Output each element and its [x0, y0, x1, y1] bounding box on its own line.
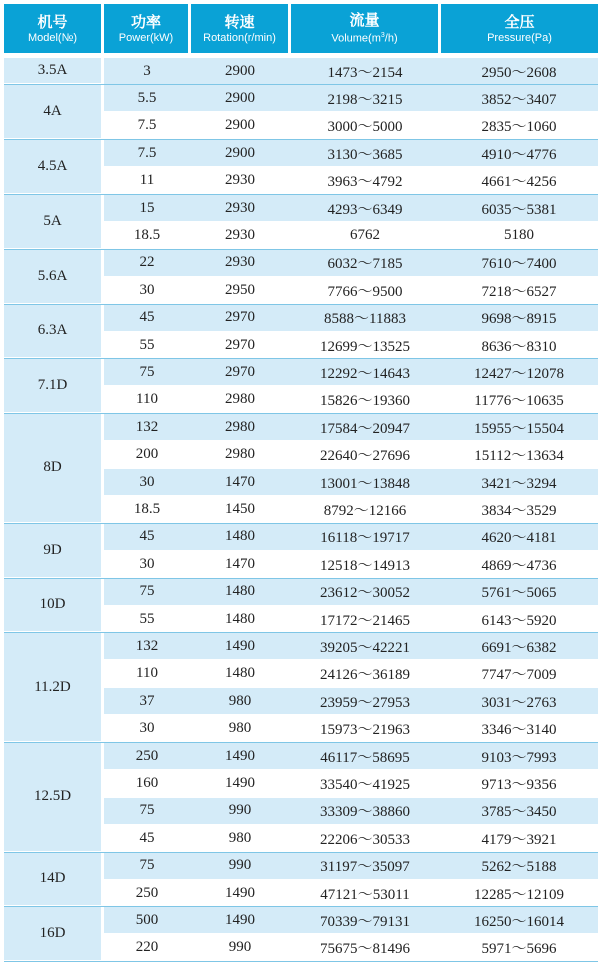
- table-row: [104, 606, 598, 632]
- power-cell: 75: [139, 583, 155, 600]
- rotation-cell: 2900: [225, 89, 255, 106]
- rotation-cell: 2930: [225, 199, 255, 216]
- pressure-cell: 16250～16014: [473, 913, 564, 930]
- table-row: [104, 168, 598, 194]
- model-cell: 9D: [4, 524, 101, 577]
- power-cell: 5.5: [137, 89, 157, 106]
- pressure-cell: 6691～6382: [481, 639, 557, 656]
- power-cell: 22: [139, 254, 155, 271]
- header-volume-en: $Volume(m^3/h)$: [331, 32, 398, 45]
- table-row: [104, 579, 598, 605]
- volume-cell: 1473～2154: [327, 64, 403, 81]
- pressure-cell: 7747～7009: [481, 667, 557, 684]
- rotation-cell: 2980: [225, 418, 255, 435]
- table-row: [104, 770, 598, 796]
- pressure-cell: 5971～5696: [481, 941, 557, 958]
- pressure-cell: 9713～9356: [481, 776, 557, 793]
- pressure-cell: 3785～3450: [481, 804, 557, 821]
- power-cell: 160: [135, 774, 159, 791]
- volume-cell: 8792～12166: [323, 502, 407, 519]
- power-cell: 132: [135, 637, 159, 654]
- model-cell: 5.6A: [4, 250, 101, 303]
- header-rotation-en: Rotation(r/min): [203, 31, 276, 44]
- table-row: [104, 661, 598, 687]
- table-row: [104, 633, 598, 659]
- power-cell: 75: [139, 802, 155, 819]
- header-rotation: [191, 4, 288, 53]
- pressure-cell: 3852～3407: [481, 91, 557, 108]
- pressure-cell: 15112～13634: [474, 448, 564, 465]
- pressure-cell: 3031～2763: [481, 694, 557, 711]
- header-power-en: Power(kW): [118, 31, 174, 44]
- model-cell: 3.5A: [4, 58, 101, 83]
- model-cell: 8D: [4, 414, 101, 522]
- table-row: [104, 58, 598, 84]
- power-cell: 250: [135, 884, 159, 901]
- table-row: [104, 853, 598, 879]
- table-row: [104, 277, 598, 303]
- table-row: [104, 496, 598, 522]
- rotation-cell: 2900: [225, 117, 255, 134]
- model-cell: 12.5D: [4, 743, 101, 851]
- rotation-cell: 1480: [225, 610, 255, 627]
- table-row: [104, 250, 598, 276]
- model-cell: 14D: [4, 853, 101, 906]
- rotation-cell: 2970: [225, 363, 255, 380]
- header-volume-zh: 流量: [349, 11, 380, 30]
- volume-cell: 46117～58695: [320, 749, 410, 766]
- header-rotation-zh: 转速: [224, 12, 255, 31]
- power-cell: 110: [136, 665, 158, 682]
- group-divider: [4, 961, 598, 962]
- rotation-cell: 990: [228, 939, 252, 956]
- table-row: [104, 305, 598, 331]
- volume-cell: 12518～14913: [319, 557, 410, 574]
- rotation-cell: 2950: [225, 281, 255, 298]
- pressure-cell: 4910～4776: [481, 146, 557, 163]
- volume-cell: 22206～30533: [319, 831, 410, 848]
- rotation-cell: 2980: [225, 446, 255, 463]
- pressure-cell: 7610～7400: [481, 256, 557, 273]
- volume-cell: 17584～20947: [319, 420, 410, 437]
- table-row: [104, 825, 598, 851]
- pressure-cell: 3421～3294: [481, 475, 557, 492]
- rotation-cell: 1470: [225, 473, 255, 490]
- rotation-cell: 1480: [225, 528, 255, 545]
- pressure-cell: 11776～10635: [474, 393, 564, 410]
- pressure-cell: 5180: [504, 226, 534, 243]
- rotation-cell: 1480: [225, 665, 255, 682]
- pressure-cell: 4661～4256: [481, 174, 557, 191]
- power-cell: 132: [135, 418, 159, 435]
- volume-cell: 33309～38860: [319, 804, 410, 821]
- pressure-cell: 6035～5381: [481, 201, 557, 218]
- volume-cell: 8588～11883: [324, 311, 406, 328]
- table-row: [104, 222, 598, 248]
- volume-cell: 75675～81496: [319, 941, 410, 958]
- header-power-zh: 功率: [130, 12, 161, 31]
- pressure-cell: 9103～7993: [481, 749, 557, 766]
- power-cell: 250: [135, 747, 159, 764]
- table-row: [104, 880, 598, 906]
- volume-cell: 2198～3215: [327, 91, 403, 108]
- power-cell: 30: [139, 720, 155, 737]
- pressure-cell: 2835～1060: [481, 119, 557, 136]
- table-row: [104, 442, 598, 468]
- volume-cell: 70339～79131: [319, 913, 410, 930]
- volume-cell: 4293～6349: [327, 201, 403, 218]
- rotation-cell: 2970: [225, 309, 255, 326]
- rotation-cell: 2930: [225, 172, 255, 189]
- table-row: [104, 414, 598, 440]
- pressure-cell: 2950～2608: [481, 64, 557, 81]
- volume-cell: 47121～53011: [320, 886, 410, 903]
- volume-cell: 16118～19717: [320, 530, 410, 547]
- power-cell: 75: [139, 363, 155, 380]
- volume-cell: 23612～30052: [319, 585, 410, 602]
- volume-cell: 23959～27953: [319, 694, 410, 711]
- rotation-cell: 1480: [225, 583, 255, 600]
- volume-cell: 15973～21963: [319, 722, 410, 739]
- power-cell: 55: [139, 610, 155, 627]
- power-cell: 3: [143, 62, 151, 79]
- volume-cell: 15826～19360: [319, 393, 410, 410]
- volume-cell: 6762: [350, 226, 380, 243]
- rotation-cell: 1490: [225, 911, 255, 928]
- model-cell: 7.1D: [4, 359, 101, 412]
- power-cell: 7.5: [137, 144, 157, 161]
- header-volume: [291, 4, 438, 53]
- volume-cell: 22640～27696: [319, 448, 410, 465]
- header-pressure: [441, 4, 598, 53]
- pressure-cell: 4620～4181: [481, 530, 557, 547]
- model-cell: 10D: [4, 579, 101, 632]
- rotation-cell: 1490: [225, 637, 255, 654]
- rotation-cell: 2900: [225, 62, 255, 79]
- pressure-cell: 6143～5920: [481, 612, 557, 629]
- table-row: [104, 907, 598, 933]
- table-row: [104, 551, 598, 577]
- pressure-cell: 4179～3921: [481, 831, 557, 848]
- volume-cell: 12292～14643: [319, 365, 410, 382]
- rotation-cell: 2900: [225, 144, 255, 161]
- table-row: [104, 359, 598, 385]
- power-cell: 45: [139, 829, 155, 846]
- header-model-zh: 机号: [37, 12, 68, 31]
- header-model: [4, 4, 101, 53]
- volume-cell: 6032～7185: [327, 256, 403, 273]
- volume-cell: 17172～21465: [319, 612, 410, 629]
- power-cell: 18.5: [133, 500, 161, 517]
- table-row: [104, 332, 598, 358]
- table-row: [104, 524, 598, 550]
- rotation-cell: 1490: [225, 774, 255, 791]
- pressure-cell: 15955～15504: [473, 420, 564, 437]
- rotation-cell: 1490: [225, 747, 255, 764]
- power-cell: 11: [139, 172, 155, 189]
- table-row: [104, 195, 598, 221]
- volume-cell: 3000～5000: [327, 119, 403, 136]
- volume-cell: 13001～13848: [319, 475, 410, 492]
- model-cell: 4A: [4, 85, 101, 138]
- table-row: [104, 140, 598, 166]
- volume-cell: 33540～41925: [319, 776, 410, 793]
- header-pressure-zh: 全压: [504, 12, 535, 31]
- power-cell: 7.5: [137, 117, 157, 134]
- pressure-cell: 3834～3529: [481, 502, 557, 519]
- power-cell: 30: [139, 281, 155, 298]
- rotation-cell: 1490: [225, 884, 255, 901]
- power-cell: 37: [139, 692, 155, 709]
- volume-cell: 24126～36189: [319, 667, 410, 684]
- power-cell: 75: [139, 857, 155, 874]
- model-cell: 6.3A: [4, 305, 101, 358]
- power-cell: 220: [135, 939, 159, 956]
- power-cell: 18.5: [133, 226, 161, 243]
- header-model-en: Model(№): [27, 31, 78, 44]
- volume-cell: 31197～35097: [320, 859, 410, 876]
- pressure-cell: 12427～12078: [473, 365, 564, 382]
- rotation-cell: 2930: [225, 226, 255, 243]
- table-row: [104, 935, 598, 961]
- power-cell: 30: [139, 473, 155, 490]
- header-power: [104, 4, 188, 53]
- table-row: [104, 743, 598, 769]
- volume-cell: 3963～4792: [327, 174, 403, 191]
- rotation-cell: 980: [228, 720, 252, 737]
- volume-cell: 39205～42221: [319, 639, 410, 656]
- power-cell: 110: [136, 391, 158, 408]
- table-row: [104, 716, 598, 742]
- pressure-cell: 3346～3140: [481, 722, 557, 739]
- power-cell: 45: [139, 309, 155, 326]
- volume-cell: 3130～3685: [327, 146, 403, 163]
- rotation-cell: 990: [228, 857, 252, 874]
- table-row: [104, 85, 598, 111]
- rotation-cell: 2980: [225, 391, 255, 408]
- power-cell: 500: [135, 911, 159, 928]
- power-cell: 15: [139, 199, 155, 216]
- rotation-cell: 2970: [225, 336, 255, 353]
- power-cell: 55: [139, 336, 155, 353]
- table-row: [104, 798, 598, 824]
- header-pressure-en: Pressure(Pa): [487, 31, 552, 44]
- rotation-cell: 1470: [225, 555, 255, 572]
- model-cell: 4.5A: [4, 140, 101, 193]
- pressure-cell: 9698～8915: [481, 311, 557, 328]
- table-row: [104, 387, 598, 413]
- model-cell: 11.2D: [4, 633, 101, 741]
- rotation-cell: 980: [228, 829, 252, 846]
- rotation-cell: 2930: [225, 254, 255, 271]
- pressure-cell: 5761～5065: [481, 585, 557, 602]
- pressure-cell: 12285～12109: [473, 886, 564, 903]
- pressure-cell: 5262～5188: [481, 859, 557, 876]
- model-cell: 5A: [4, 195, 101, 248]
- rotation-cell: 1450: [225, 500, 255, 517]
- rotation-cell: 990: [228, 802, 252, 819]
- pressure-cell: 8636～8310: [481, 338, 557, 355]
- pressure-cell: 4869～4736: [481, 557, 557, 574]
- pressure-cell: 7218～6527: [481, 283, 557, 300]
- model-cell: 16D: [4, 907, 101, 960]
- volume-cell: 7766～9500: [327, 283, 403, 300]
- volume-cell: 12699～13525: [319, 338, 410, 355]
- rotation-cell: 980: [228, 692, 252, 709]
- power-cell: 200: [135, 446, 159, 463]
- power-cell: 30: [139, 555, 155, 572]
- table-row: [104, 688, 598, 714]
- power-cell: 45: [139, 528, 155, 545]
- table-row: [104, 113, 598, 139]
- table-row: [104, 469, 598, 495]
